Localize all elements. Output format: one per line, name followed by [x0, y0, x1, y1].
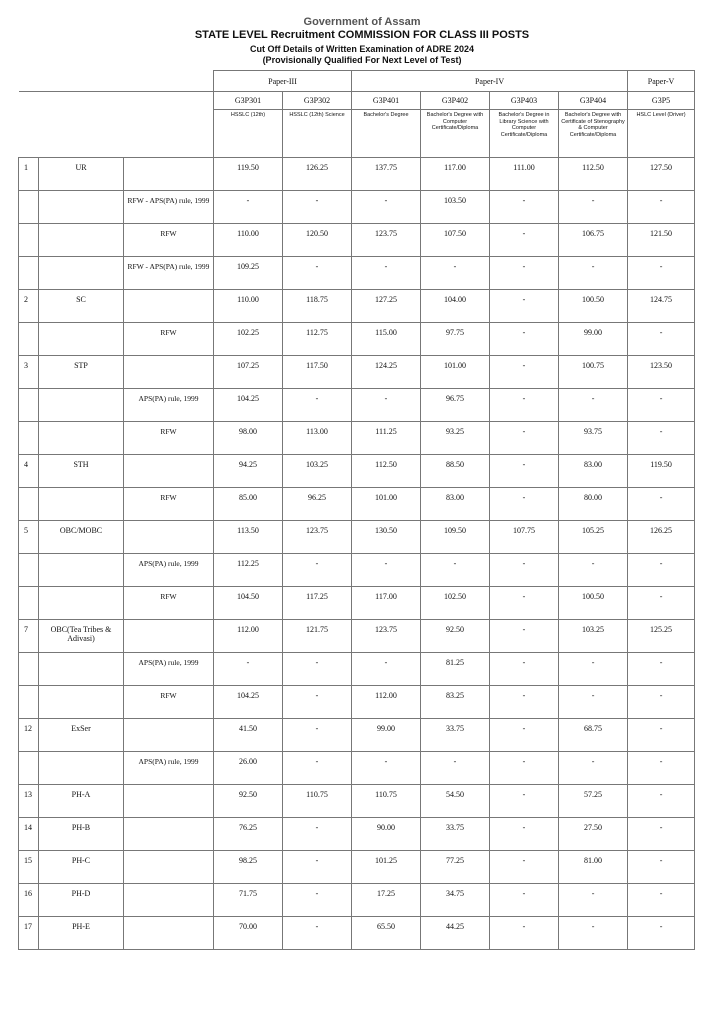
qualification-cell: HSLC Level (Driver)	[628, 110, 695, 158]
table-row	[19, 686, 695, 719]
cutoff-score: 68.75	[559, 719, 628, 752]
cutoff-score: -	[490, 554, 559, 587]
cutoff-score: 104.25	[214, 686, 283, 719]
cutoff-score: 85.00	[214, 488, 283, 521]
cutoff-score: -	[352, 191, 421, 224]
cutoff-score: 97.75	[421, 323, 490, 356]
cutoff-score: -	[559, 554, 628, 587]
cutoff-score: 127.25	[352, 290, 421, 323]
serial-number: 16	[19, 884, 39, 917]
cutoff-score: 34.75	[421, 884, 490, 917]
cutoff-score: 44.25	[421, 917, 490, 950]
category-cell: STP	[39, 356, 124, 389]
serial-number: 3	[19, 356, 39, 389]
cutoff-score: 104.00	[421, 290, 490, 323]
cutoff-score: 123.50	[628, 356, 695, 389]
cutoff-score: -	[421, 752, 490, 785]
cutoff-score: 125.25	[628, 620, 695, 653]
category-cell: SC	[39, 290, 124, 323]
cutoff-score: 105.25	[559, 521, 628, 554]
cutoff-score: -	[628, 719, 695, 752]
serial-number: 4	[19, 455, 39, 488]
cutoff-score: 65.50	[352, 917, 421, 950]
cutoff-score: 117.50	[283, 356, 352, 389]
cutoff-score: 88.50	[421, 455, 490, 488]
subcategory-cell	[124, 785, 214, 818]
paper-header: Paper-V	[628, 71, 695, 92]
cutoff-score: 81.00	[559, 851, 628, 884]
cutoff-score: 120.50	[283, 224, 352, 257]
cutoff-score: -	[214, 191, 283, 224]
cutoff-score: -	[283, 554, 352, 587]
table-row	[19, 290, 695, 323]
serial-number	[19, 488, 39, 521]
cutoff-score: -	[490, 686, 559, 719]
subcategory-cell: RFW	[124, 323, 214, 356]
subcategory-cell: APS(PA) rule, 1999	[124, 389, 214, 422]
subcategory-cell	[124, 719, 214, 752]
cutoff-score: 54.50	[421, 785, 490, 818]
table-row	[19, 917, 695, 950]
post-code: G3P402	[421, 92, 490, 110]
cutoff-score: -	[490, 653, 559, 686]
subcategory-cell	[124, 884, 214, 917]
serial-number	[19, 323, 39, 356]
cutoff-score: 80.00	[559, 488, 628, 521]
cutoff-score: 123.75	[283, 521, 352, 554]
cutoff-score: -	[490, 851, 559, 884]
cutoff-score: 109.50	[421, 521, 490, 554]
qualification-cell: Bachelor's Degree with Certificate of Stenography & Computer Certificate/Diploma	[559, 110, 628, 158]
cutoff-score: -	[628, 752, 695, 785]
cutoff-score: 93.25	[421, 422, 490, 455]
category-cell	[39, 191, 124, 224]
cutoff-score: -	[559, 884, 628, 917]
cutoff-score: -	[628, 257, 695, 290]
category-cell: OBC(Tea Tribes & Adivasi)	[39, 620, 124, 653]
cutoff-score: 118.75	[283, 290, 352, 323]
cutoff-score: 124.25	[352, 356, 421, 389]
cutoff-score: 110.75	[352, 785, 421, 818]
cutoff-score: -	[490, 323, 559, 356]
cutoff-score: -	[559, 686, 628, 719]
cutoff-score: 117.00	[352, 587, 421, 620]
cutoff-score: -	[490, 356, 559, 389]
table-row	[19, 554, 695, 587]
category-cell: OBC/MOBC	[39, 521, 124, 554]
cutoff-score: 100.50	[559, 290, 628, 323]
cutoff-score: 110.00	[214, 290, 283, 323]
cutoff-score: 126.25	[283, 158, 352, 191]
cutoff-score: 98.25	[214, 851, 283, 884]
cutoff-score: 99.00	[352, 719, 421, 752]
table-row	[19, 653, 695, 686]
table-row	[19, 620, 695, 653]
cutoff-score: 106.75	[559, 224, 628, 257]
cutoff-score: 126.25	[628, 521, 695, 554]
subcategory-cell: RFW	[124, 422, 214, 455]
cutoff-score: -	[352, 389, 421, 422]
cutoff-score: -	[490, 620, 559, 653]
cutoff-score: 103.25	[559, 620, 628, 653]
cutoff-score: -	[490, 917, 559, 950]
cutoff-score: -	[490, 257, 559, 290]
cutoff-score: 81.25	[421, 653, 490, 686]
subcategory-cell: RFW	[124, 488, 214, 521]
cutoff-score: -	[628, 554, 695, 587]
cutoff-score: 100.50	[559, 587, 628, 620]
cutoff-score: 104.50	[214, 587, 283, 620]
cutoff-score: -	[628, 587, 695, 620]
cutoff-score: 83.25	[421, 686, 490, 719]
serial-number	[19, 191, 39, 224]
subcategory-cell	[124, 917, 214, 950]
cutoff-score: -	[490, 488, 559, 521]
cutoff-score: -	[283, 719, 352, 752]
serial-number: 12	[19, 719, 39, 752]
cutoff-score: -	[559, 917, 628, 950]
cutoff-subtitle: Cut Off Details of Written Examination of ADRE 2024	[249, 44, 475, 54]
category-cell	[39, 257, 124, 290]
paper-header: Paper-III	[214, 71, 352, 92]
cutoff-score: 117.00	[421, 158, 490, 191]
cutoff-score: 111.25	[352, 422, 421, 455]
cutoff-score: -	[352, 752, 421, 785]
category-cell: PH-C	[39, 851, 124, 884]
serial-number	[19, 389, 39, 422]
cutoff-score: 76.25	[214, 818, 283, 851]
table-row	[19, 323, 695, 356]
cutoff-score: -	[490, 224, 559, 257]
cutoff-score: -	[352, 257, 421, 290]
table-body	[19, 71, 695, 950]
serial-number: 15	[19, 851, 39, 884]
subcategory-cell: APS(PA) rule, 1999	[124, 554, 214, 587]
cutoff-score: 137.75	[352, 158, 421, 191]
table-row	[19, 224, 695, 257]
qualification-cell: Bachelor's Degree with Computer Certificate/Diploma	[421, 110, 490, 158]
serial-number	[19, 257, 39, 290]
cutoff-score: -	[490, 818, 559, 851]
cutoff-score: 101.00	[421, 356, 490, 389]
paper-header-row	[19, 71, 695, 92]
table-row	[19, 818, 695, 851]
post-code: G3P301	[214, 92, 283, 110]
cutoff-score: 70.00	[214, 917, 283, 950]
cutoff-score: -	[283, 851, 352, 884]
cutoff-score: 102.50	[421, 587, 490, 620]
category-cell	[39, 686, 124, 719]
cutoff-score: -	[559, 191, 628, 224]
table-row	[19, 521, 695, 554]
category-cell	[39, 422, 124, 455]
serial-number	[19, 686, 39, 719]
cutoff-score: 100.75	[559, 356, 628, 389]
category-cell: PH-E	[39, 917, 124, 950]
cutoff-score: 123.75	[352, 620, 421, 653]
cutoff-table	[18, 70, 695, 950]
cutoff-score: -	[283, 257, 352, 290]
cutoff-score: 113.00	[283, 422, 352, 455]
cutoff-score: -	[628, 917, 695, 950]
cutoff-score: 119.50	[214, 158, 283, 191]
subcategory-cell	[124, 818, 214, 851]
cutoff-score: 102.25	[214, 323, 283, 356]
cutoff-score: -	[490, 719, 559, 752]
cutoff-score: 17.25	[352, 884, 421, 917]
cutoff-score: 26.00	[214, 752, 283, 785]
cutoff-score: -	[559, 653, 628, 686]
category-cell	[39, 224, 124, 257]
cutoff-score: 83.00	[559, 455, 628, 488]
cutoff-score: -	[490, 455, 559, 488]
post-code: G3P404	[559, 92, 628, 110]
cutoff-score: 107.25	[214, 356, 283, 389]
cutoff-score: 107.75	[490, 521, 559, 554]
table-row	[19, 257, 695, 290]
post-code: G3P401	[352, 92, 421, 110]
cutoff-score: -	[214, 653, 283, 686]
serial-number	[19, 224, 39, 257]
cutoff-score: 83.00	[421, 488, 490, 521]
cutoff-score: -	[490, 191, 559, 224]
table-row	[19, 455, 695, 488]
cutoff-score: 33.75	[421, 719, 490, 752]
cutoff-score: -	[421, 554, 490, 587]
subcategory-cell	[124, 356, 214, 389]
serial-number: 2	[19, 290, 39, 323]
category-cell	[39, 488, 124, 521]
cutoff-score: 121.50	[628, 224, 695, 257]
table-row	[19, 752, 695, 785]
table-row	[19, 158, 695, 191]
post-code: G3P302	[283, 92, 352, 110]
qualification-row	[19, 110, 695, 158]
serial-number: 13	[19, 785, 39, 818]
table-row	[19, 884, 695, 917]
cutoff-score: -	[421, 257, 490, 290]
subcategory-cell: RFW	[124, 224, 214, 257]
cutoff-score: 112.00	[352, 686, 421, 719]
cutoff-score: -	[490, 752, 559, 785]
cutoff-score: 113.50	[214, 521, 283, 554]
table-row	[19, 785, 695, 818]
qualification-note: (Provisionally Qualified For Next Level of Test)	[262, 55, 462, 65]
subcategory-cell: RFW - APS(PA) rule, 1999	[124, 191, 214, 224]
cutoff-score: 111.00	[490, 158, 559, 191]
cutoff-score: -	[490, 884, 559, 917]
category-cell: PH-A	[39, 785, 124, 818]
cutoff-score: -	[628, 653, 695, 686]
cutoff-score: 115.00	[352, 323, 421, 356]
table-row	[19, 488, 695, 521]
code-header-row	[19, 92, 695, 110]
cutoff-score: -	[628, 488, 695, 521]
serial-number: 5	[19, 521, 39, 554]
cutoff-score: 103.50	[421, 191, 490, 224]
serial-number: 1	[19, 158, 39, 191]
category-cell	[39, 389, 124, 422]
cutoff-score: 93.75	[559, 422, 628, 455]
cutoff-score: 77.25	[421, 851, 490, 884]
serial-number	[19, 554, 39, 587]
cutoff-score: 121.75	[283, 620, 352, 653]
serial-number	[19, 653, 39, 686]
cutoff-score: 107.50	[421, 224, 490, 257]
cutoff-score: 92.50	[421, 620, 490, 653]
cutoff-score: 96.75	[421, 389, 490, 422]
cutoff-score: -	[283, 191, 352, 224]
serial-number	[19, 752, 39, 785]
cutoff-score: -	[628, 851, 695, 884]
cutoff-score: -	[628, 389, 695, 422]
serial-number	[19, 587, 39, 620]
category-cell	[39, 752, 124, 785]
cutoff-score: 98.00	[214, 422, 283, 455]
category-cell	[39, 323, 124, 356]
cutoff-score: 127.50	[628, 158, 695, 191]
serial-number: 7	[19, 620, 39, 653]
subcategory-cell: APS(PA) rule, 1999	[124, 752, 214, 785]
cutoff-score: 41.50	[214, 719, 283, 752]
cutoff-score: -	[490, 290, 559, 323]
serial-number: 17	[19, 917, 39, 950]
table-row	[19, 356, 695, 389]
cutoff-score: -	[628, 818, 695, 851]
subcategory-cell	[124, 158, 214, 191]
subcategory-cell: RFW	[124, 587, 214, 620]
category-cell	[39, 554, 124, 587]
cutoff-score: 112.00	[214, 620, 283, 653]
cutoff-score: -	[283, 884, 352, 917]
cutoff-score: -	[628, 422, 695, 455]
cutoff-score: -	[283, 686, 352, 719]
table-row	[19, 851, 695, 884]
cutoff-score: -	[283, 752, 352, 785]
cutoff-score: 71.75	[214, 884, 283, 917]
cutoff-score: 33.75	[421, 818, 490, 851]
category-cell: STH	[39, 455, 124, 488]
subcategory-cell: APS(PA) rule, 1999	[124, 653, 214, 686]
cutoff-score: 112.50	[352, 455, 421, 488]
cutoff-score: 119.50	[628, 455, 695, 488]
cutoff-score: 112.25	[214, 554, 283, 587]
cutoff-score: 112.75	[283, 323, 352, 356]
category-cell: UR	[39, 158, 124, 191]
cutoff-score: -	[490, 389, 559, 422]
subcategory-cell: RFW - APS(PA) rule, 1999	[124, 257, 214, 290]
cutoff-score: 57.25	[559, 785, 628, 818]
subcategory-cell	[124, 455, 214, 488]
cutoff-score: 99.00	[559, 323, 628, 356]
cutoff-score: 101.00	[352, 488, 421, 521]
cutoff-score: -	[490, 422, 559, 455]
subcategory-cell	[124, 851, 214, 884]
cutoff-score: -	[628, 785, 695, 818]
table-row	[19, 587, 695, 620]
table-row	[19, 389, 695, 422]
cutoff-score: -	[490, 587, 559, 620]
cutoff-score: 117.25	[283, 587, 352, 620]
cutoff-score: 101.25	[352, 851, 421, 884]
post-code: G3P5	[628, 92, 695, 110]
cutoff-score: -	[283, 389, 352, 422]
cutoff-score: -	[352, 653, 421, 686]
cutoff-score: 103.25	[283, 455, 352, 488]
cutoff-score: 123.75	[352, 224, 421, 257]
table-row	[19, 191, 695, 224]
cutoff-score: 104.25	[214, 389, 283, 422]
paper-header: Paper-IV	[352, 71, 628, 92]
cutoff-score: 27.50	[559, 818, 628, 851]
serial-number	[19, 422, 39, 455]
cutoff-score: 109.25	[214, 257, 283, 290]
cutoff-score: 92.50	[214, 785, 283, 818]
cutoff-score: -	[628, 191, 695, 224]
category-cell	[39, 653, 124, 686]
cutoff-score: -	[352, 554, 421, 587]
subcategory-cell	[124, 521, 214, 554]
cutoff-score: -	[628, 686, 695, 719]
cutoff-score: 130.50	[352, 521, 421, 554]
qualification-cell: HSSLC (12th)	[214, 110, 283, 158]
cutoff-score: 112.50	[559, 158, 628, 191]
qualification-cell: Bachelor's Degree	[352, 110, 421, 158]
subcategory-cell	[124, 290, 214, 323]
category-cell	[39, 587, 124, 620]
cutoff-score: 110.75	[283, 785, 352, 818]
subcategory-cell: RFW	[124, 686, 214, 719]
cutoff-score: -	[283, 653, 352, 686]
table-row	[19, 719, 695, 752]
cutoff-score: 94.25	[214, 455, 283, 488]
cutoff-score: 124.75	[628, 290, 695, 323]
post-code: G3P403	[490, 92, 559, 110]
commission-title: STATE LEVEL Recruitment COMMISSION FOR CLASS III POSTS	[194, 29, 530, 41]
cutoff-score: 96.25	[283, 488, 352, 521]
cutoff-score: -	[559, 389, 628, 422]
cutoff-score: -	[559, 257, 628, 290]
qualification-cell: Bachelor's Degree in Library Science with Computer Certificate/Diploma	[490, 110, 559, 158]
cutoff-score: -	[490, 785, 559, 818]
cutoff-score: -	[283, 818, 352, 851]
cutoff-score: -	[559, 752, 628, 785]
subcategory-cell	[124, 620, 214, 653]
cutoff-score: -	[283, 917, 352, 950]
cutoff-score: -	[628, 884, 695, 917]
serial-number: 14	[19, 818, 39, 851]
category-cell: ExSer	[39, 719, 124, 752]
cutoff-score: 110.00	[214, 224, 283, 257]
cutoff-score: -	[628, 323, 695, 356]
qualification-cell: HSSLC (12th) Science	[283, 110, 352, 158]
government-title: Government of Assam	[303, 16, 421, 28]
table-row	[19, 422, 695, 455]
category-cell: PH-D	[39, 884, 124, 917]
category-cell: PH-B	[39, 818, 124, 851]
cutoff-score: 90.00	[352, 818, 421, 851]
